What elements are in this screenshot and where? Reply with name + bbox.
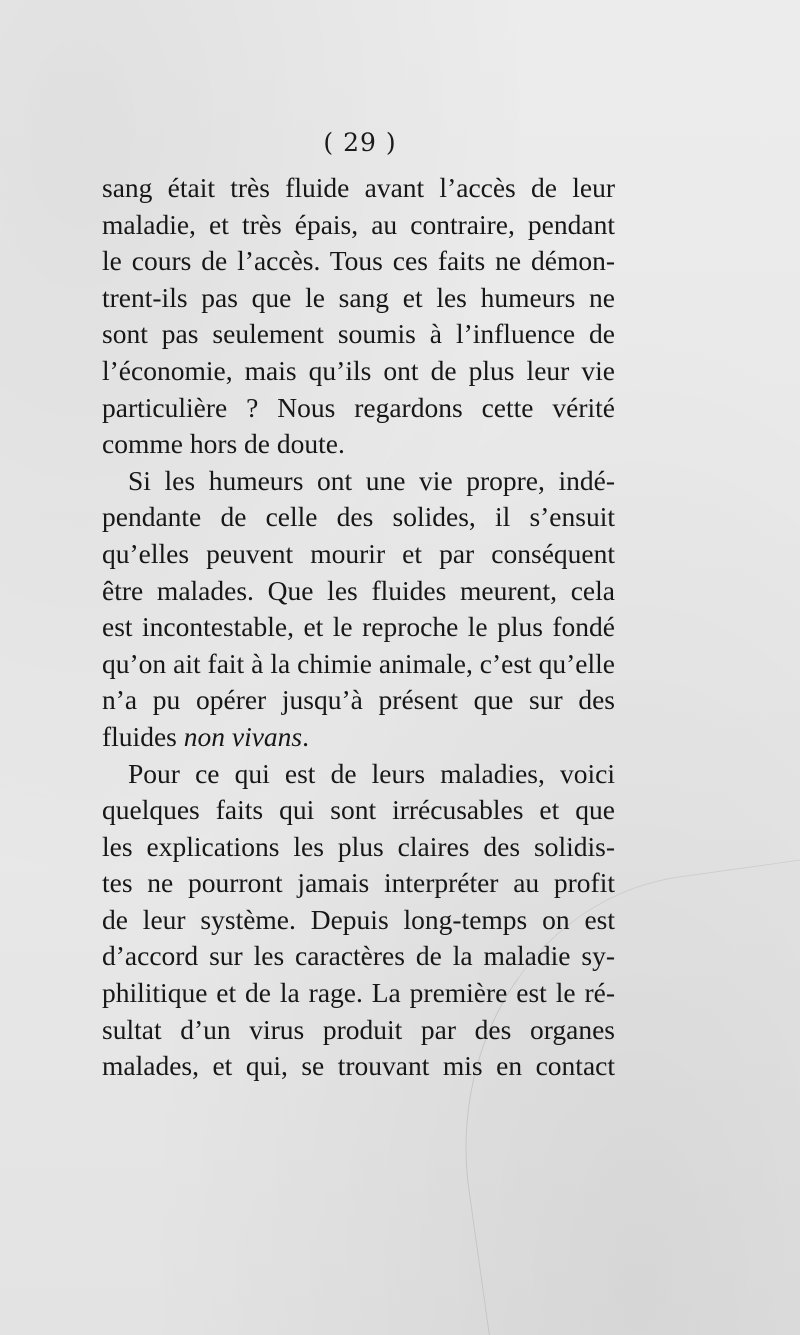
text-line: qu’on ait fait à la chimie animale, c’est qu’elle (102, 647, 615, 679)
text-line: sang était très fluide avant l’accès de leur (102, 172, 615, 203)
text-line: qu’elles peuvent mourir et par conséquent (102, 537, 615, 569)
text-line: trent-ils pas que le sang et les humeurs ne (102, 281, 615, 313)
text-line: sultat d’un virus produit par des organes (102, 1013, 615, 1045)
text-line: quelques faits qui sont irrécusables et que (102, 794, 615, 826)
paragraph-1 (102, 170, 615, 463)
text-line: sont pas seulement soumis à l’influence de (102, 318, 615, 350)
text-line: maladie, et très épais, au contraire, pendant (102, 208, 615, 240)
paragraph-2 (102, 463, 615, 756)
text-fragment: fluides (102, 720, 184, 752)
text-line: l’économie, mais qu’ils ont de plus leur vie (102, 354, 615, 386)
italic-phrase: non vivans (183, 720, 303, 752)
text-line: comme hors de doute. (102, 428, 345, 460)
text-line: être malades. Que les fluides meurent, cela (102, 574, 615, 606)
body-text (102, 170, 615, 1085)
text-line: pendante de celle des solides, il s’ensuit (102, 501, 615, 533)
text-line: de leur système. Depuis long-temps on est (102, 903, 615, 935)
text-line: les explications les plus claires des solidis- (102, 830, 615, 862)
text-line: le cours de l’accès. Tous ces faits ne démon- (102, 245, 615, 277)
page-number: ( 29 ) (323, 128, 397, 157)
text-line: est incontestable, et le reproche le plus fondé (102, 611, 615, 643)
text-line: Pour ce qui est de leurs maladies, voici (128, 757, 615, 789)
text-line: n’a pu opérer jusqu’à présent que sur des (102, 684, 615, 716)
text-line: Si les humeurs ont une vie propre, indé- (128, 464, 615, 496)
text-line: tes ne pourront jamais interpréter au profit (102, 867, 615, 899)
text-line: d’accord sur les caractères de la maladie sy- (102, 940, 615, 972)
text-line (102, 719, 615, 756)
paragraph-3 (102, 756, 615, 1085)
text-fragment: . (302, 720, 309, 752)
text-line: particulière ? Nous regardons cette vérité (102, 391, 615, 423)
text-line: malades, et qui, se trouvant mis en contact (102, 1050, 615, 1082)
text-line: philitique et de la rage. La première est le ré- (102, 977, 615, 1009)
